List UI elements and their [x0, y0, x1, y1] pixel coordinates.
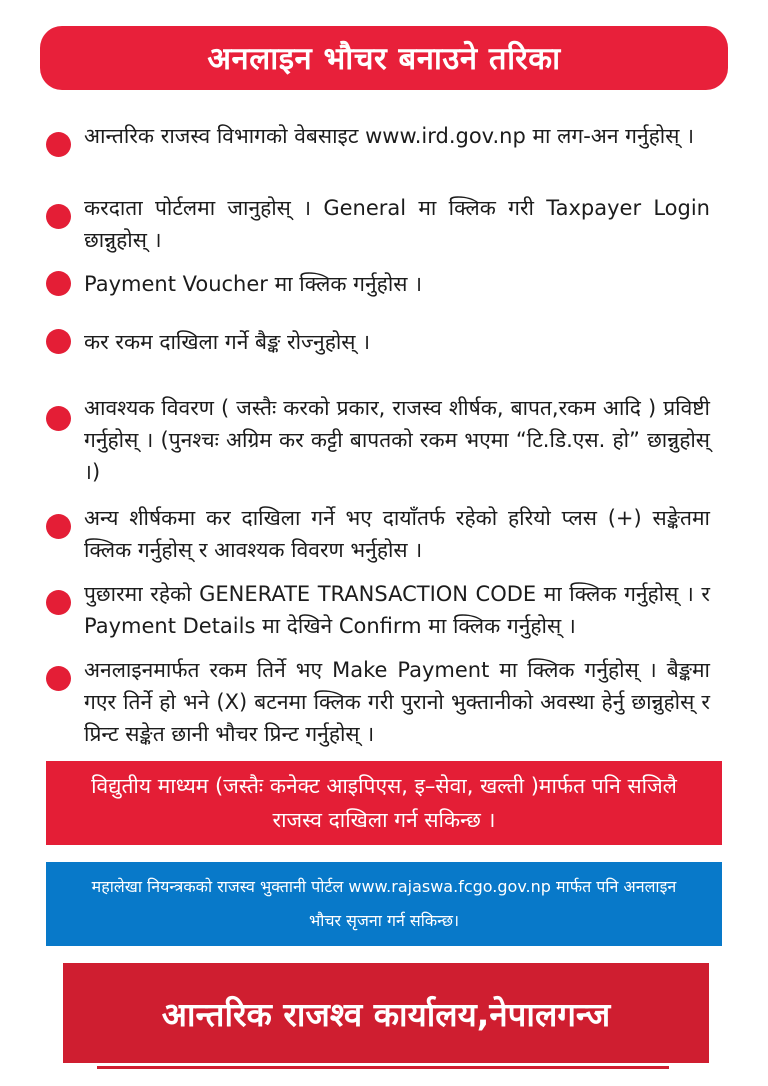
list-item [46, 326, 710, 358]
list-item [46, 654, 710, 750]
step-text: आन्तरिक राजस्व विभागको वेबसाइट www.ird.gov.np मा लग-अन गर्नुहोस् । [84, 124, 695, 148]
bullet-icon [46, 666, 71, 691]
bullet-icon [46, 271, 71, 296]
bullet-icon [46, 590, 71, 615]
step-text: आवश्यक विवरण ( जस्तैः करको प्रकार, राजस्व शीर्षक, बापत,रकम आदि ) प्रविष्टी गर्नुहोस् । (पुनश्चः अग्रिम कर कट्टी बापतको रकम भएमा “टि.डि.एस. हो” छान्नुहोस् ।) [84, 396, 710, 484]
notice-text: विद्युतीय माध्यम (जस्तैः कनेक्ट आइपिएस, इ–सेवा, खल्ती )मार्फत पनि सजिलै राजस्व दाखिला गर्न सकिन्छ । [91, 774, 677, 832]
fcgo-portal-notice [46, 862, 722, 946]
step-text: कर रकम दाखिला गर्ने बैङ्क रोज्नुहोस् । [84, 330, 371, 354]
list-item [46, 268, 710, 300]
step-text: अनलाइनमार्फत रकम तिर्ने भए Make Payment मा क्लिक गर्नुहोस् । बैङ्कमा गएर तिर्ने हो भने (X) बटनमा क्लिक गरी पुरानो भुक्तानीको अवस्था हेर्नु छान्नुहोस् र प्रिन्ट सङ्केत छानी भौचर प्रिन्ट गर्नुहोस् । [84, 658, 710, 746]
list-item [46, 392, 710, 488]
bullet-icon [46, 204, 71, 229]
footer-bottom-rule [97, 1066, 669, 1069]
step-text: करदाता पोर्टलमा जानुहोस् । General मा क्लिक गरी Taxpayer Login छान्नुहोस् । [84, 196, 710, 252]
page-title: अनलाइन भौचर बनाउने तरिका [40, 26, 728, 90]
list-item [46, 192, 710, 256]
list-item [46, 120, 710, 157]
bullet-icon [46, 132, 71, 157]
list-item [46, 502, 710, 566]
bullet-icon [46, 514, 71, 539]
electronic-payment-notice [46, 761, 722, 845]
bullet-icon [46, 406, 71, 431]
step-text: पुछारमा रहेको GENERATE TRANSACTION CODE मा क्लिक गर्नुहोस् । र Payment Details मा देखिने Confirm मा क्लिक गर्नुहोस् । [84, 582, 710, 638]
notice-text: महालेखा नियन्त्रकको राजस्व भुक्तानी पोर्टल www.rajaswa.fcgo.gov.np मार्फत पनि अनलाइन भौचर सृजना गर्न सकिन्छ। [91, 877, 677, 930]
step-text: अन्य शीर्षकमा कर दाखिला गर्ने भए दायाँतर्फ रहेको हरियो प्लस (+) सङ्केतमा क्लिक गर्नुहोस् र आवश्यक विवरण भर्नुहोस । [84, 506, 710, 562]
office-name-footer: आन्तरिक राजश्व कार्यालय,नेपालगन्ज [63, 963, 709, 1063]
bullet-icon [46, 329, 71, 354]
step-text: Payment Voucher मा क्लिक गर्नुहोस । [84, 272, 423, 296]
list-item [46, 578, 710, 642]
